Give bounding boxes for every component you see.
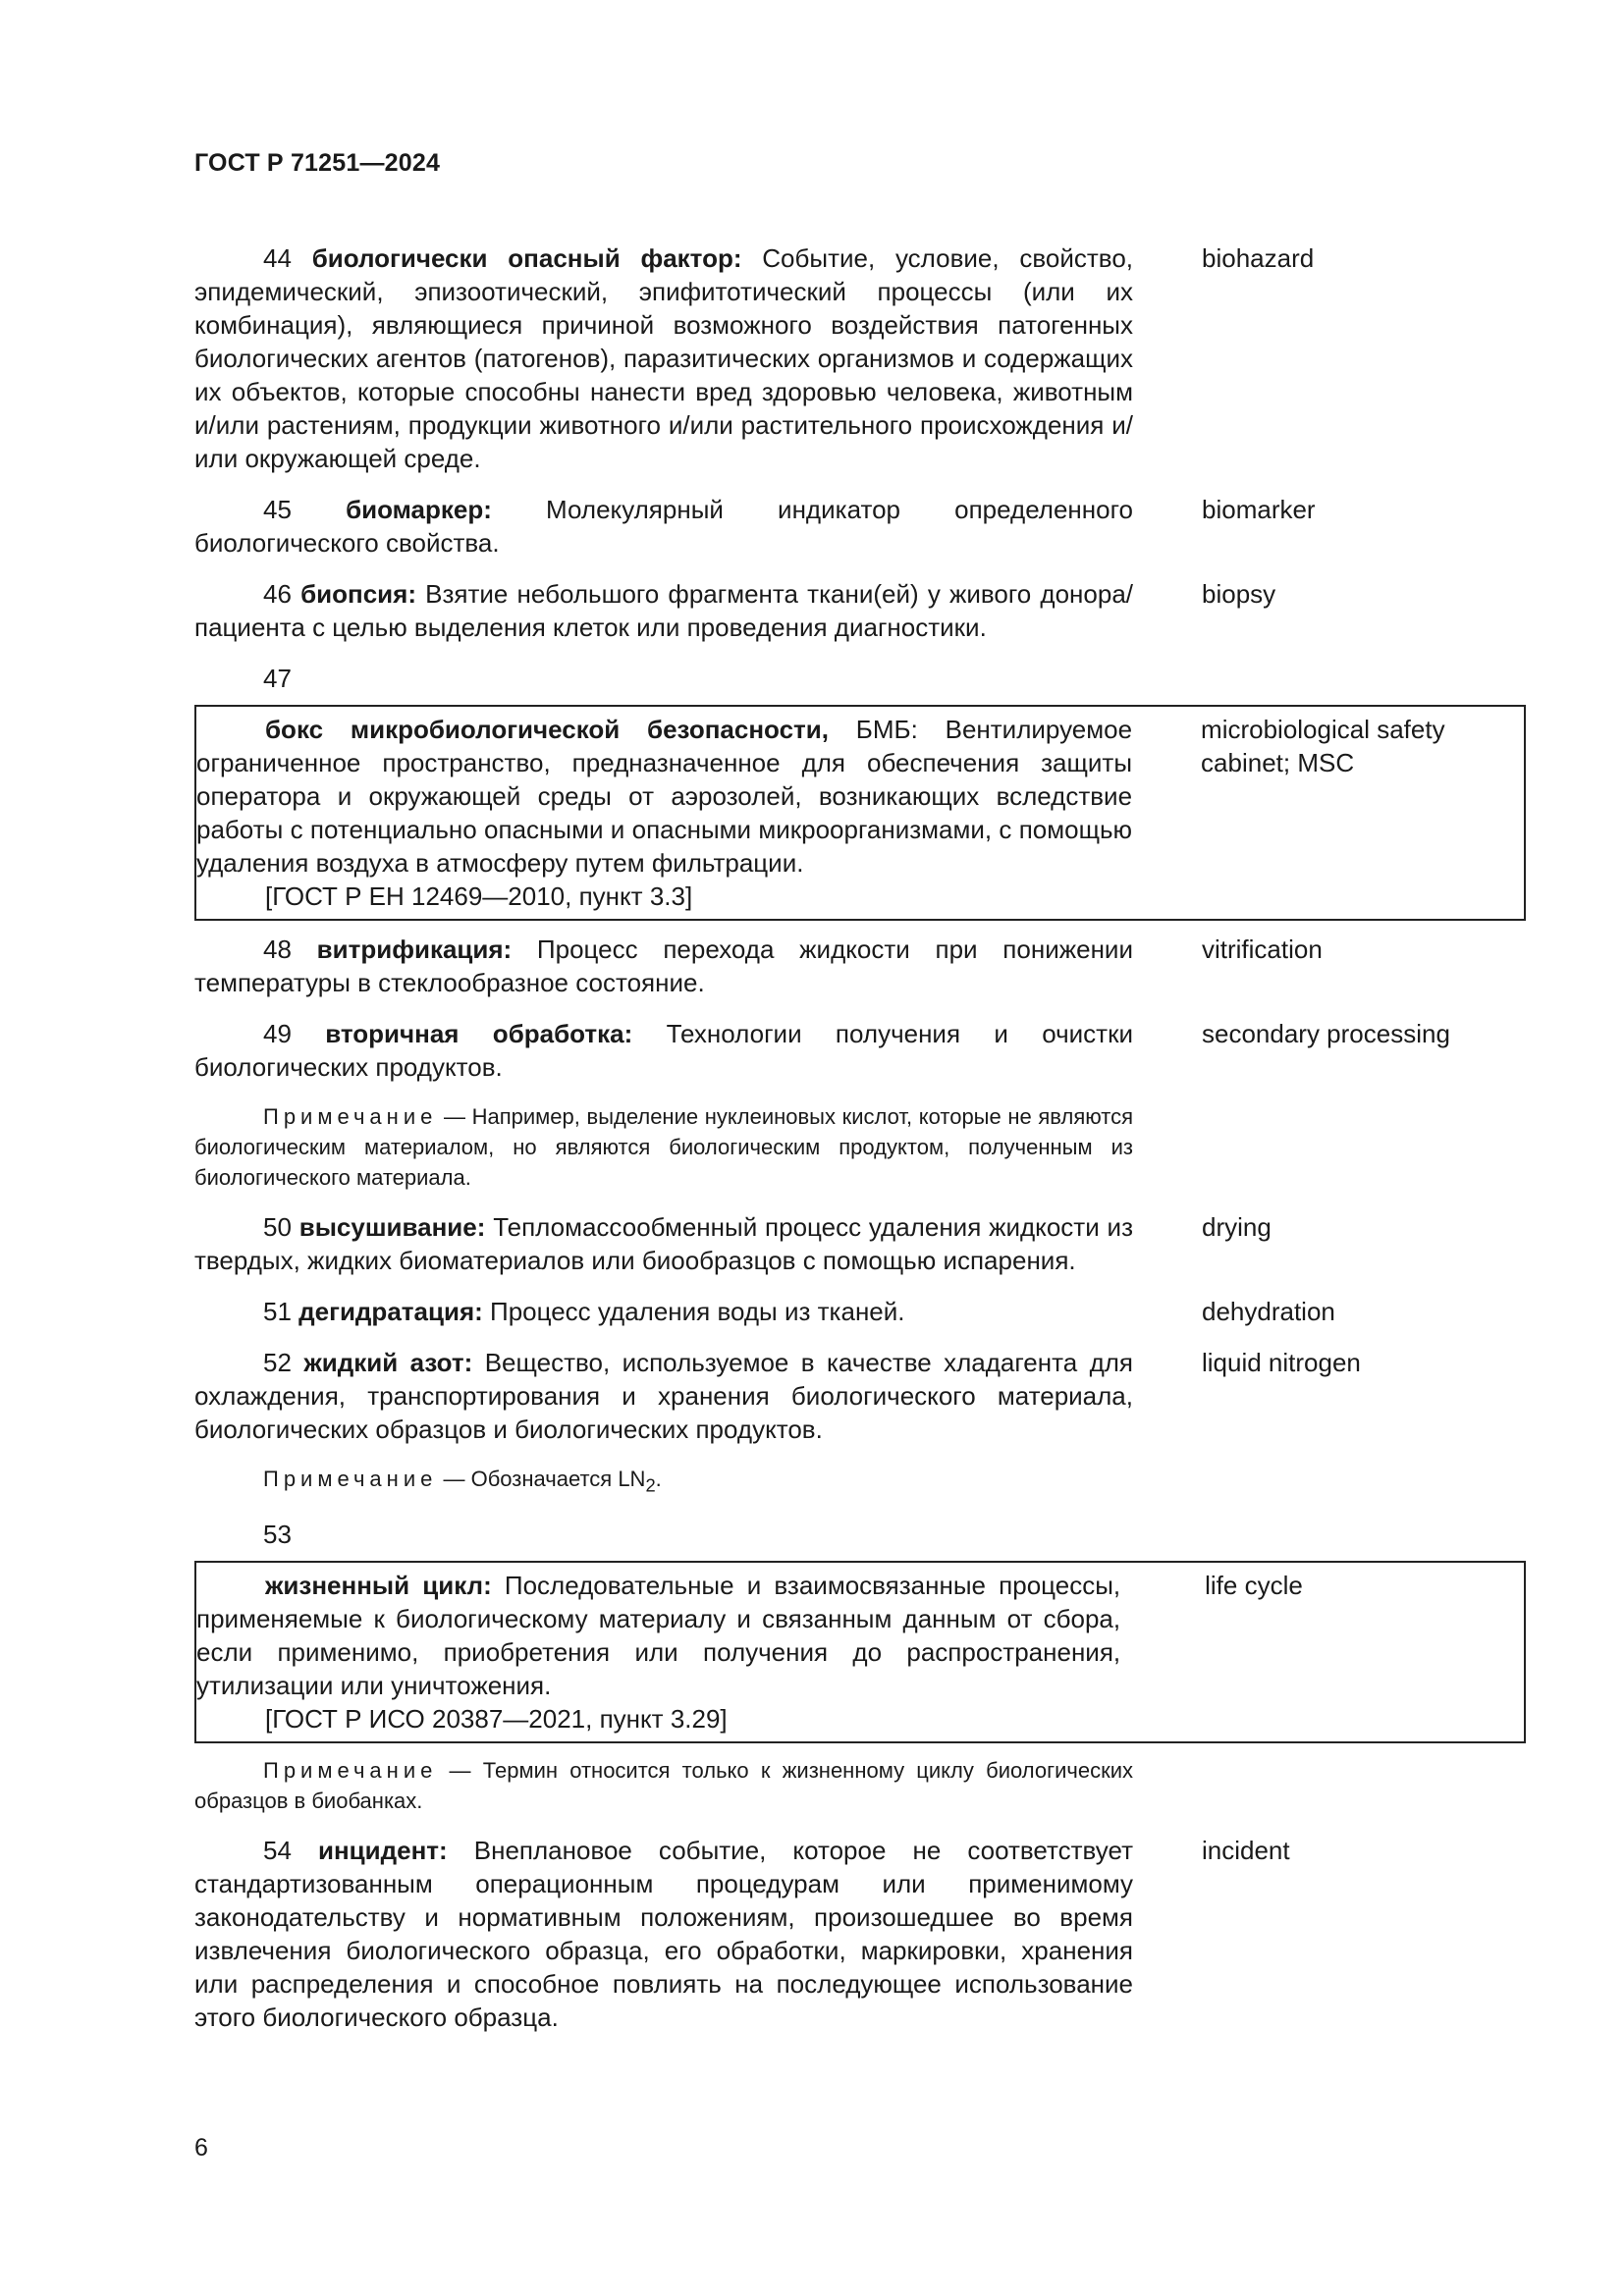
term-english: drying: [1202, 1212, 1272, 1242]
terms-list: [194, 241, 1526, 2052]
term-english: life cycle: [1205, 1571, 1303, 1601]
term-definition: БМБ: Вентилируемое ограниченное пространство, предназначенное для обеспечения защиты оператора и окружающей среды от аэрозолей, возникающих вследствие работы с потенциально опасными и опасными микроорганизмами, с помощью удаления воздуха в атмосферу путем фильтрации.: [196, 715, 1133, 878]
term-english: biohazard: [1202, 243, 1315, 273]
term-title: жизненный цикл:: [265, 1571, 492, 1601]
term-english: secondary processing: [1202, 1019, 1450, 1048]
term-source: [ГОСТ Р ЕН 12469—2010, пункт 3.3]: [265, 881, 693, 911]
term-box-53: [194, 1561, 1526, 1743]
term-title: жидкий азот:: [303, 1348, 473, 1377]
term-box-47: [194, 705, 1526, 921]
note-text: Термин относится только к жизненному циклу биологических образцов в биобанках.: [194, 1758, 1133, 1814]
term-entry-52: [194, 1346, 1526, 1446]
note-subscript: 2: [645, 1474, 656, 1496]
term-entry-49: [194, 1017, 1526, 1084]
term-entry-46: [194, 577, 1526, 644]
term-english: biopsy: [1202, 579, 1276, 609]
note-49: [194, 1101, 1133, 1193]
note-text: Обозначается LN: [470, 1467, 646, 1491]
term-title: бокс микробиологической безопасности,: [265, 715, 829, 744]
term-definition: Взятие небольшого фрагмента ткани(ей) у живого донора/пациента с целью выделения клеток или проведения диагностики.: [194, 579, 1133, 642]
page-number: 6: [194, 2134, 208, 2162]
term-title: биологически опасный фактор:: [311, 243, 742, 273]
term-entry-50: [194, 1210, 1526, 1277]
term-english: incident: [1202, 1836, 1290, 1866]
term-number-53: 53: [263, 1520, 292, 1550]
term-title: инцидент:: [317, 1836, 448, 1866]
document-header: ГОСТ Р 71251—2024: [194, 149, 441, 177]
term-entry-45: [194, 493, 1526, 560]
term-number: 50: [263, 1212, 299, 1242]
note-label: Примечание: [263, 1104, 438, 1129]
term-entry-47: [196, 713, 1524, 880]
term-definition: Молекулярный индикатор определенного биологического свойства.: [194, 495, 1133, 558]
term-definition: Тепломассообменный процесс удаления жидкости из твердых, жидких биоматериалов или биообразцов с помощью испарения.: [194, 1212, 1133, 1275]
note-dash: —: [437, 1104, 472, 1129]
term-definition: Процесс удаления воды из тканей.: [482, 1297, 905, 1326]
note-label: Примечание: [263, 1758, 438, 1784]
term-number: 54: [263, 1836, 318, 1866]
term-number: 48: [263, 934, 317, 964]
term-english: vitrification: [1202, 934, 1323, 964]
note-label: Примечание: [263, 1467, 438, 1491]
term-title: высушивание:: [298, 1212, 486, 1242]
term-definition: Внеплановое событие, которое не соответствует стандартизованным операционным процедурам или применимому законодательству и нормативным положениям, произошедшее во время извлечения биологического образца, его обработки, маркировки, хранения или распределения и способное повлиять на последующее использование этого биологического образца.: [194, 1836, 1133, 2033]
term-number-47: 47: [263, 664, 292, 693]
term-definition: Вещество, используемое в качестве хладагента для охлаждения, транспортирования и хранения биологического материала, биологических образцов и биологических продуктов.: [194, 1348, 1133, 1444]
term-english: microbiological safety cabinet; MSC: [1201, 715, 1445, 777]
term-number: 44: [263, 243, 312, 273]
term-english: biomarker: [1202, 495, 1316, 524]
term-number: 52: [263, 1348, 304, 1377]
term-definition: Технологии получения и очистки биологических продуктов.: [194, 1019, 1133, 1082]
term-number: 51: [263, 1297, 299, 1326]
term-number: 49: [263, 1019, 326, 1048]
term-entry-54: [194, 1834, 1526, 2034]
term-entry-44: [194, 241, 1526, 475]
term-entry-53: [196, 1569, 1524, 1702]
term-title: вторичная обработка:: [325, 1019, 633, 1048]
note-dash: —: [437, 1758, 483, 1784]
term-entry-48: [194, 933, 1526, 999]
note-dash: —: [437, 1467, 471, 1491]
term-english: liquid nitrogen: [1202, 1348, 1361, 1377]
term-english: dehydration: [1202, 1297, 1335, 1326]
term-title: биомаркер:: [346, 495, 492, 524]
term-entry-51: [194, 1295, 1526, 1328]
note-52: [194, 1464, 1133, 1500]
term-definition: Событие, условие, свойство, эпидемический, эпизоотический, эпифитотический процессы (или их комбинация), являющиеся причиной возможного воздействия патогенных биологических агентов (патогенов), паразитических организмов и содержащих их объектов, которые способны нанести вред здоровью человека, животным и/или растениям, продукции животного и/или растительного происхождения и/или окружающей среде.: [194, 243, 1134, 473]
note-text-end: .: [655, 1467, 662, 1491]
note-text: Например, выделение нуклеиновых кислот, которые не являются биологическим материалом, но являются биологическим продуктом, полученным из биологического материала.: [194, 1104, 1133, 1190]
term-definition: Процесс перехода жидкости при понижении температуры в стеклообразное состояние.: [194, 934, 1133, 997]
term-title: биопсия:: [300, 579, 416, 609]
term-title: дегидратация:: [298, 1297, 483, 1326]
term-source: [ГОСТ Р ИСО 20387—2021, пункт 3.29]: [265, 1704, 728, 1735]
term-title: витрификация:: [316, 934, 513, 964]
term-number: 46: [263, 579, 301, 609]
term-definition: Последовательные и взаимосвязанные процессы, применяемые к биологическому материалу и связанным данным от сбора, если применимо, приобретения или получения до распространения, утилизации или уничтожения.: [196, 1571, 1121, 1701]
term-number: 45: [263, 495, 347, 524]
note-53: [194, 1755, 1133, 1816]
